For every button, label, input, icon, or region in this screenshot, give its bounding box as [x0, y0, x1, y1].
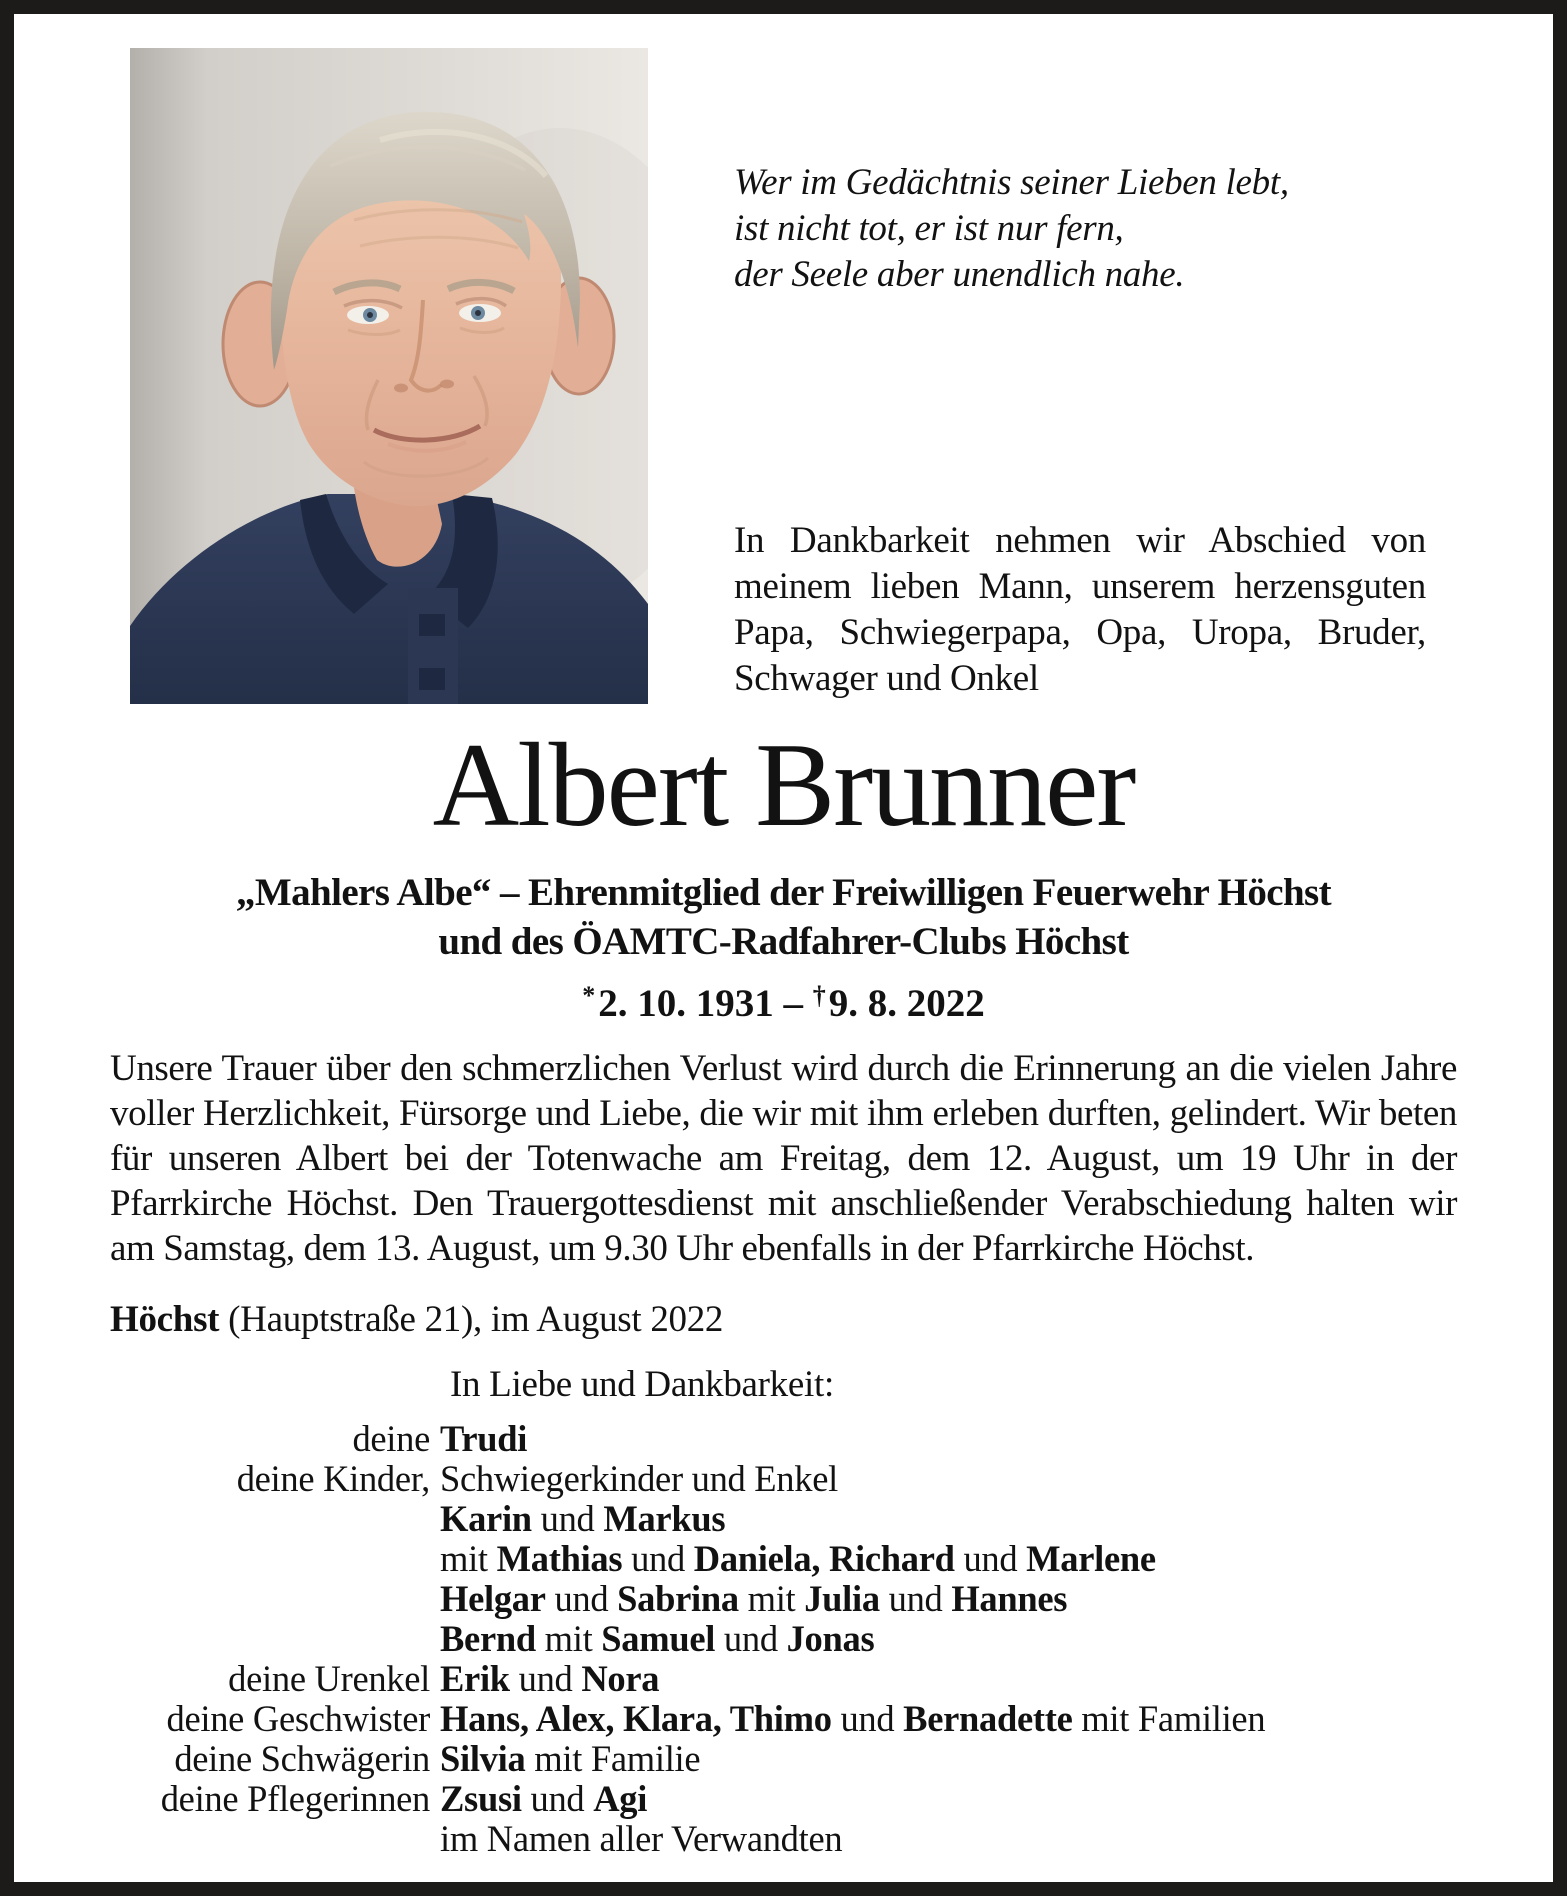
place-line-rest: (Hauptstraße 21), im August 2022 [219, 1299, 724, 1340]
closing-heading: In Liebe und Dankbarkeit: [450, 1364, 834, 1405]
mourner-row [110, 1779, 1457, 1819]
birth-date: 2. 10. 1931 [598, 982, 774, 1025]
mourner-name: Hannes [951, 1578, 1068, 1619]
dates-separator: – [773, 982, 813, 1025]
mourner-role-label [110, 1499, 440, 1539]
mourner-name: Silvia [440, 1738, 526, 1779]
mourner-names [440, 1419, 1457, 1459]
mourner-name: Jonas [786, 1618, 875, 1659]
mourner-names [440, 1659, 1457, 1699]
portrait-photo [130, 48, 648, 704]
mourner-name: Mathias [496, 1538, 623, 1579]
mourner-name: Markus [603, 1498, 726, 1539]
mourner-role-label: deine Schwägerin [174, 1738, 430, 1779]
mourner-connective: und [715, 1618, 787, 1659]
mourner-connective: mit Familie [525, 1738, 701, 1779]
mourner-role-label [110, 1619, 440, 1659]
mourner-connective: und [531, 1498, 604, 1539]
subtitle-line-2: und des ÖAMTC-Radfahrer-Clubs Höchst [438, 920, 1129, 963]
mourner-name: Marlene [1026, 1538, 1156, 1579]
mourner-names [440, 1699, 1457, 1739]
mourner-row [110, 1539, 1457, 1579]
place-name: Höchst [110, 1299, 220, 1340]
subtitle-line-1: „Mahlers Albe“ – Ehrenmitglied der Freiwilligen Feuerwehr Höchst [235, 871, 1332, 914]
mourner-role-label [110, 1579, 440, 1619]
funeral-announcement-paragraph: Unsere Trauer über den schmerzlichen Verlust wird durch die Erinnerung an die vielen Jahre voller Herzlichkeit, Fürsorge und Liebe, die wir mit ihm erleben durften, gelindert. Wir beten für unseren Albert bei der Totenwache am Freitag, dem 12. August, um 19 Uhr in der Pfarrkirche Höchst. Den Trauergottesdienst mit anschließender Verabschiedung halten wir am Samstag, dem 13. August, um 9.30 Uhr ebenfalls in der Pfarrkirche Höchst. [110, 1048, 1457, 1269]
death-dagger-symbol: † [812, 981, 826, 1010]
mourner-names [440, 1499, 1457, 1539]
mourner-name: Samuel [601, 1618, 716, 1659]
mourner-name: Julia [804, 1578, 880, 1619]
mourner-row [110, 1459, 1457, 1499]
mourner-connective: und [509, 1658, 582, 1699]
mourner-role-label [110, 1539, 440, 1579]
place-date-line [110, 1297, 1457, 1342]
mourner-name: Bernadette [903, 1698, 1073, 1739]
mourner-row [110, 1619, 1457, 1659]
mourner-connective: und [545, 1578, 618, 1619]
birth-star-symbol: * [582, 981, 596, 1010]
mourner-name: Trudi [440, 1418, 528, 1459]
mourner-name: Hans, Alex, Klara, Thimo [440, 1698, 832, 1739]
mourner-names [440, 1459, 1457, 1499]
mourner-role-label: deine Kinder, [236, 1458, 430, 1499]
top-section [110, 48, 1457, 704]
poem-line-1: Wer im Gedächtnis seiner Lieben lebt, [734, 162, 1289, 203]
mourner-role-label: deine Pflegerinnen [160, 1778, 430, 1819]
death-date: 9. 8. 2022 [828, 982, 985, 1025]
mourner-name: Karin [440, 1498, 532, 1539]
mourner-names [440, 1819, 1457, 1859]
farewell-intro-paragraph: In Dankbarkeit nehmen wir Abschied von meinem lieben Mann, unserem herzensguten Papa, Schwiegerpapa, Opa, Uropa, Bruder, Schwager und Onkel [734, 520, 1426, 699]
mourner-row [110, 1699, 1457, 1739]
mourner-connective: und [879, 1578, 952, 1619]
mourner-connective: und [521, 1778, 594, 1819]
poem-line-2: ist nicht tot, er ist nur fern, [734, 208, 1124, 249]
mourner-role-label: deine Urenkel [228, 1658, 430, 1699]
mourner-names [440, 1779, 1457, 1819]
mourner-row [110, 1579, 1457, 1619]
mourner-name: Erik [440, 1658, 510, 1699]
top-right-column [734, 48, 1426, 704]
mourner-connective: und [831, 1698, 904, 1739]
mourner-connective: und [622, 1538, 694, 1579]
mourner-row [110, 1659, 1457, 1699]
mourner-connective: mit [535, 1618, 602, 1659]
memorial-poem [734, 160, 1426, 298]
mourner-name: Sabrina [617, 1578, 739, 1619]
deceased-subtitle [110, 868, 1457, 966]
mourner-row [110, 1499, 1457, 1539]
mourner-connective: Schwiegerkinder und Enkel [440, 1458, 838, 1499]
poem-line-3: der Seele aber unendlich nahe. [734, 254, 1185, 295]
mourner-name: Agi [593, 1778, 648, 1819]
mourner-name: Helgar [440, 1578, 546, 1619]
mourner-role-label: deine Geschwister [166, 1698, 430, 1739]
deceased-name: Albert Brunner [432, 718, 1135, 851]
mourner-connective: mit [440, 1538, 497, 1579]
mourner-connective: mit [738, 1578, 805, 1619]
mourner-names [440, 1619, 1457, 1659]
mourners-list [110, 1419, 1457, 1859]
mourner-names [440, 1579, 1457, 1619]
mourner-names [440, 1539, 1457, 1579]
life-dates [110, 972, 1457, 1028]
mourner-connective: im Namen aller Verwandten [440, 1818, 843, 1859]
mourner-row [110, 1819, 1457, 1859]
mourner-connective: mit Familien [1072, 1698, 1266, 1739]
mourner-role-label: deine [352, 1418, 430, 1459]
mourner-names [440, 1739, 1457, 1779]
mourner-name: Daniela, Richard [693, 1538, 955, 1579]
mourner-name: Bernd [440, 1618, 536, 1659]
mourner-role-label [110, 1819, 440, 1859]
mourner-connective: und [954, 1538, 1027, 1579]
mourner-row [110, 1739, 1457, 1779]
mourner-name: Nora [581, 1658, 660, 1699]
mourner-name: Zsusi [440, 1778, 522, 1819]
portrait-photo-illustration [130, 48, 648, 704]
mourner-row [110, 1419, 1457, 1459]
